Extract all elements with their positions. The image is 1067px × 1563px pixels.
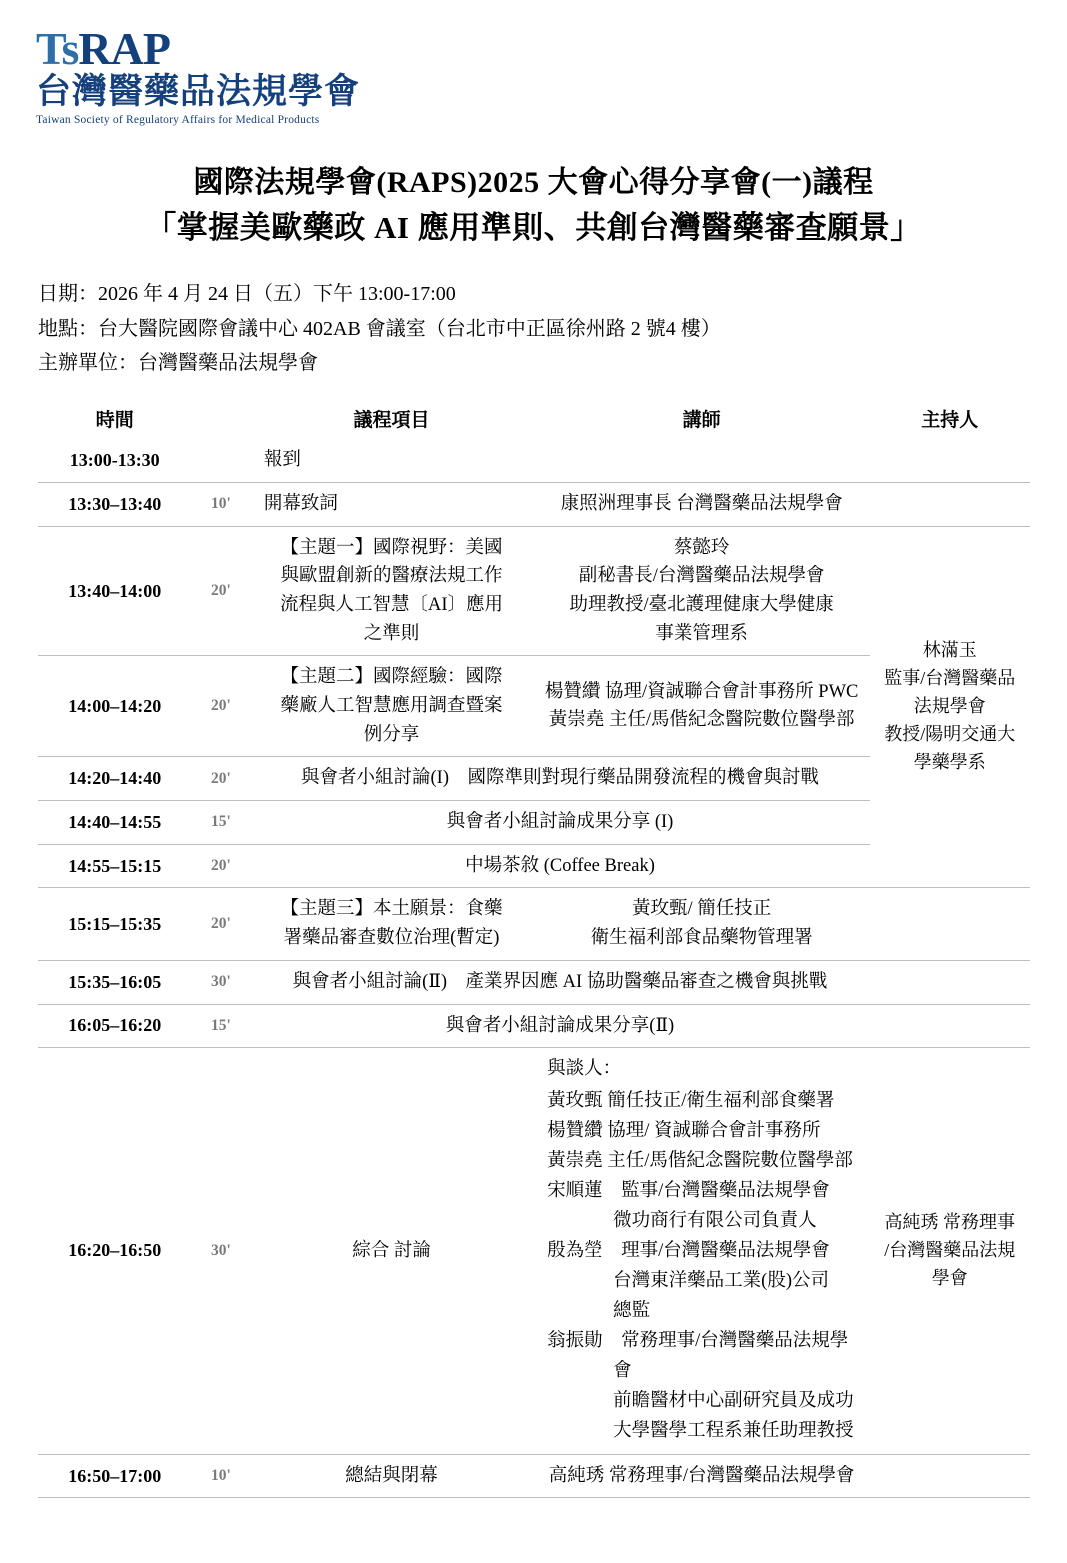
host-title: 監事/台灣醫藥品 <box>884 668 1016 689</box>
table-row <box>38 439 1030 482</box>
row-item-line: 署藥品審查數位治理(暫定) <box>283 928 500 949</box>
agenda-table <box>38 398 1030 1498</box>
row-host <box>870 439 1029 482</box>
row-item: 開幕致詞 <box>250 483 533 527</box>
row-host <box>870 1048 1029 1455</box>
row-duration <box>192 439 250 482</box>
title-line-2: 「掌握美歐藥政 AI 應用準則、共創台灣醫藥審查願景」 <box>145 209 922 245</box>
row-item-line: 【主題三】本土願景：食藥 <box>280 899 503 920</box>
row-time: 15:15–15:35 <box>38 888 192 960</box>
speaker-name: 蔡懿玲 <box>673 537 730 558</box>
society-logo <box>0 0 1067 126</box>
row-item <box>250 656 533 757</box>
row-time: 13:00-13:30 <box>38 439 192 482</box>
event-venue: 地點：台大醫院國際會議中心 402AB 會議室（台北市中正區徐州路 2 號4 樓） <box>38 317 721 340</box>
title-line-1: 國際法規學會(RAPS)2025 大會心得分享會(一)議程 <box>193 165 874 199</box>
row-time: 16:50–17:00 <box>38 1454 192 1498</box>
host-title: 教授/陽明交通大 <box>884 724 1016 745</box>
host-title: 學會 <box>931 1267 968 1288</box>
header-time: 時間 <box>95 410 134 432</box>
row-speaker <box>533 439 870 482</box>
row-time: 13:30–13:40 <box>38 483 192 527</box>
speaker-title: 助理教授/臺北護理健康大學健康 <box>569 595 834 616</box>
logo-wordmark-ts: Ts <box>36 23 79 74</box>
row-item-line: 例分享 <box>363 724 420 745</box>
row-item: 與會者小組討論(Ⅱ) 產業界因應 AI 協助醫藥品審查之機會與挑戰 <box>250 960 870 1004</box>
row-duration: 15' <box>192 801 250 845</box>
table-row <box>38 1048 1030 1455</box>
panelist-entry: 殷為塋 理事/台灣醫藥品法規學會 <box>547 1240 830 1261</box>
row-speaker <box>533 888 870 960</box>
row-duration: 30' <box>192 960 250 1004</box>
table-header-row <box>38 398 1030 439</box>
row-item: 與會者小組討論成果分享(Ⅱ) <box>250 1004 870 1048</box>
row-item-line: 之準則 <box>363 623 420 644</box>
row-item: 報到 <box>250 439 533 482</box>
row-item-line: 與歐盟創新的醫療法規工作 <box>280 566 503 587</box>
row-host <box>870 483 1029 527</box>
event-meta <box>0 277 1067 380</box>
panelist-entry: 黃崇堯 主任/馬偕紀念醫院數位醫學部 <box>547 1151 853 1172</box>
page-title <box>0 160 1067 252</box>
row-host <box>870 1454 1029 1498</box>
event-date: 日期：2026 年 4 月 24 日（五）下午 13:00-17:00 <box>38 283 456 306</box>
panelist-entry-line: 微功商行有限公司負責人 <box>613 1211 817 1232</box>
host-title: 法規學會 <box>913 696 986 717</box>
row-item <box>250 526 533 656</box>
header-speaker: 講師 <box>682 410 721 432</box>
row-item-line: 藥廠人工智慧應用調查暨案 <box>280 696 503 717</box>
speaker-title: 衛生福利部食品藥物管理署 <box>590 928 813 949</box>
row-item-line: 【主題二】國際經驗：國際 <box>280 667 503 688</box>
row-duration: 15' <box>192 1004 250 1048</box>
speaker-name: 黃玫甄/ 簡任技正 <box>632 899 772 920</box>
logo-wordmark <box>36 23 1067 74</box>
row-time: 13:40–14:00 <box>38 526 192 656</box>
host-name: 高純琇 常務理事 <box>884 1212 1016 1233</box>
row-time: 16:05–16:20 <box>38 1004 192 1048</box>
table-row <box>38 526 1030 656</box>
speaker-entry: 黃崇堯 主任/馬偕紀念醫院數位醫學部 <box>548 710 855 731</box>
row-host <box>870 526 1029 888</box>
speaker-title: 副秘書長/台灣醫藥品法規學會 <box>578 566 825 587</box>
row-host <box>870 960 1029 1004</box>
row-host <box>870 888 1029 960</box>
row-duration: 20' <box>192 526 250 656</box>
logo-english-name: Taiwan Society of Regulatory Affairs for Medical Products <box>36 113 320 126</box>
row-item: 綜合 討論 <box>250 1048 533 1455</box>
row-time: 16:20–16:50 <box>38 1048 192 1455</box>
panelist-entry-line: 總監 <box>613 1300 651 1321</box>
row-duration: 20' <box>192 888 250 960</box>
row-speaker <box>533 1048 870 1455</box>
panelist-entry-line: 大學醫學工程系兼任助理教授 <box>613 1420 854 1441</box>
table-row <box>38 960 1030 1004</box>
panelist-heading: 與談人： <box>547 1059 622 1080</box>
row-speaker <box>533 656 870 757</box>
host-name: 林滿玉 <box>922 640 977 661</box>
row-duration: 20' <box>192 656 250 757</box>
event-organizer: 主辦單位：台灣醫藥品法規學會 <box>38 352 318 375</box>
row-duration: 30' <box>192 1048 250 1455</box>
logo-chinese-name: 台灣醫藥品法規學會 <box>36 72 361 111</box>
header-host: 主持人 <box>921 410 979 432</box>
speaker-entry: 楊贊纘 協理/資誠聯合會計事務所 PWC <box>544 681 859 702</box>
panelist-entry-line: 前瞻醫材中心副研究員及成功 <box>613 1390 854 1411</box>
row-time: 14:55–15:15 <box>38 844 192 888</box>
row-duration: 10' <box>192 483 250 527</box>
panelist-entry: 黃玫甄 簡任技正/衛生福利部食藥署 <box>547 1091 835 1112</box>
row-speaker: 康照洲理事長 台灣醫藥品法規學會 <box>533 483 870 527</box>
row-item: 與會者小組討論(I) 國際準則對現行藥品開發流程的機會與討戰 <box>250 757 870 801</box>
row-time: 14:40–14:55 <box>38 801 192 845</box>
panelist-entry-line: 台灣東洋藥品工業(股)公司 <box>613 1270 829 1291</box>
table-row <box>38 1454 1030 1498</box>
host-title: 學藥學系 <box>913 751 986 772</box>
row-item: 中場茶敘 (Coffee Break) <box>250 844 870 888</box>
row-speaker <box>533 526 870 656</box>
row-time: 14:00–14:20 <box>38 656 192 757</box>
row-duration: 10' <box>192 1454 250 1498</box>
row-item-line: 【主題一】國際視野：美國 <box>280 537 503 558</box>
panelist-entry: 楊贊纘 協理/ 資誠聯合會計事務所 <box>547 1121 821 1142</box>
row-time: 15:35–16:05 <box>38 960 192 1004</box>
row-time: 14:20–14:40 <box>38 757 192 801</box>
table-row <box>38 1004 1030 1048</box>
header-item: 議程項目 <box>353 410 430 432</box>
row-duration: 20' <box>192 844 250 888</box>
table-row <box>38 888 1030 960</box>
header-duration <box>192 398 250 439</box>
speaker-title: 事業管理系 <box>655 623 748 644</box>
row-speaker: 高純琇 常務理事/台灣醫藥品法規學會 <box>533 1454 870 1498</box>
panelist-entry: 宋順蓮 監事/台灣醫藥品法規學會 <box>547 1181 830 1202</box>
table-row <box>38 483 1030 527</box>
row-item <box>250 888 533 960</box>
row-host <box>870 1004 1029 1048</box>
host-title: /台灣醫藥品法規 <box>884 1240 1016 1261</box>
logo-wordmark-rap: RAP <box>78 23 170 74</box>
row-item: 與會者小組討論成果分享 (I) <box>250 801 870 845</box>
row-duration: 20' <box>192 757 250 801</box>
row-item: 總結與閉幕 <box>250 1454 533 1498</box>
row-item-line: 流程與人工智慧〔AI〕應用 <box>280 595 504 616</box>
panelist-entry: 翁振勛 常務理事/台灣醫藥品法規學會 <box>547 1330 849 1381</box>
panelist-list <box>537 1055 866 1447</box>
